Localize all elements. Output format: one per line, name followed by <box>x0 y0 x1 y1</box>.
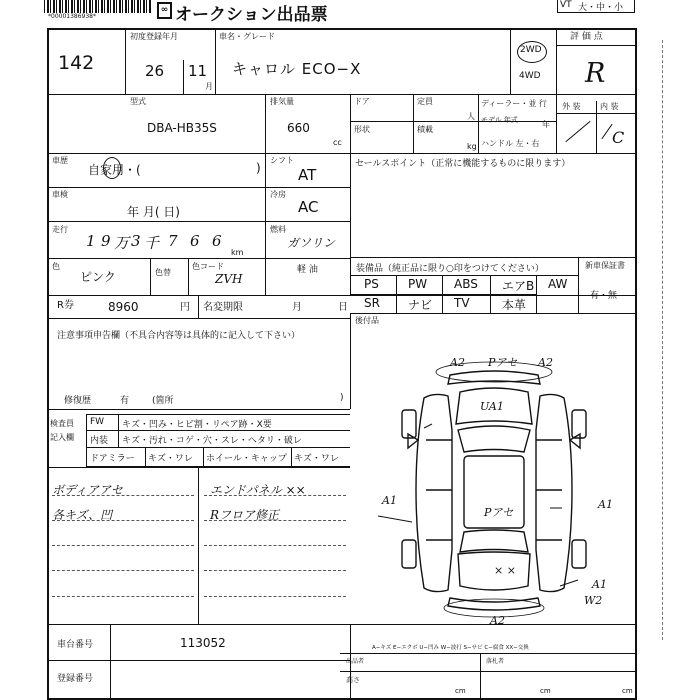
equipment-item: エアB <box>502 279 535 293</box>
grid-line <box>86 414 87 466</box>
year-unit: 年 <box>542 120 550 129</box>
usage-label: 車歴 <box>52 156 68 165</box>
registration-label: 初度登録年月 <box>130 32 178 41</box>
color-change-label: 色替 <box>155 268 171 277</box>
inspector-label: 検査員 <box>50 419 74 428</box>
repair-close: ) <box>340 393 344 403</box>
equipment-item: PS <box>364 277 379 291</box>
grid-line <box>183 60 184 94</box>
shift-label: シフト <box>270 156 294 165</box>
note-left-2: 各キズ、凹 <box>52 508 113 522</box>
load-label: 積載 <box>417 125 433 134</box>
interior-grade-value: C <box>612 128 625 147</box>
damage-mark-xx-rear: × × <box>494 564 516 577</box>
lot-number: 142 <box>58 52 95 74</box>
equipment-item: PW <box>408 277 428 291</box>
ac-label: 冷房 <box>270 190 286 199</box>
drive-2wd: 2WD <box>520 45 542 55</box>
grid-line <box>396 275 397 313</box>
size-options: 大・中・小 <box>578 3 624 13</box>
model-name: キャロル ECO−X <box>232 60 362 78</box>
grid-line <box>48 660 350 661</box>
note-rule-line <box>204 596 346 597</box>
displacement-value: 660 <box>287 121 310 135</box>
color-code-label: 色コード <box>192 262 224 271</box>
mileage-digit: 9 <box>101 232 111 250</box>
grid-line <box>351 275 578 276</box>
mileage-unit: km <box>231 248 244 257</box>
capacity-unit: 人 <box>467 112 475 121</box>
inspector-cell: 内装 <box>90 436 109 446</box>
recycle-unit: 円 <box>180 302 190 313</box>
equipment-item: SR <box>364 296 380 310</box>
grid-line <box>86 447 350 448</box>
equipment-item: 本革 <box>502 298 527 312</box>
damage-mark-a2-bottom: A2 <box>490 614 505 624</box>
cm-unit-3: cm <box>622 687 633 695</box>
inspector-cell: キズ・汚れ・コゲ・穴・スレ・ヘタリ・破レ <box>122 436 302 446</box>
exhibitor-label: 出品者 <box>346 658 365 665</box>
equipment-item: ナビ <box>408 298 433 312</box>
ac-value: AC <box>298 198 319 216</box>
chassis-label: 車台番号 <box>57 640 94 650</box>
recycle-label: R券 <box>57 300 74 311</box>
cm-unit-2: cm <box>540 687 551 695</box>
door-label: ドア <box>354 97 370 106</box>
load-unit: kg <box>467 142 477 151</box>
damage-mark-a2-top-right: A2 <box>538 356 553 369</box>
grid-line <box>442 275 443 313</box>
cm-unit-1: cm <box>455 687 466 695</box>
grid-line <box>150 259 151 295</box>
barcode <box>44 0 152 13</box>
mileage-label: 走行 <box>52 225 68 234</box>
drive-4wd: 4WD <box>519 71 541 81</box>
inspector-cell: ホイール・キャップ <box>206 454 287 464</box>
inspection-label: 車検 <box>52 190 68 199</box>
barcode-number: *00001386938* <box>48 13 96 20</box>
seller-label: 落札者 <box>486 658 505 665</box>
document-title: オークション出品票 <box>175 5 328 25</box>
mileage-digit: 万 <box>114 234 130 252</box>
grid-line <box>110 625 111 700</box>
grid-line <box>350 313 351 409</box>
equipment-item: AW <box>548 277 568 291</box>
grid-line <box>351 294 537 295</box>
mileage-digit: 1 <box>86 232 96 250</box>
grid-line <box>340 671 637 672</box>
grid-line <box>48 467 350 468</box>
repair-label: 修復歴 <box>64 396 92 406</box>
grid-line <box>351 121 556 122</box>
grid-line <box>490 275 491 313</box>
manual-value: 有・無 <box>590 291 618 301</box>
damage-mark-a1-rear-right: A1 <box>592 578 607 591</box>
note-right-1: エンドパネル ×× <box>210 483 306 497</box>
grid-line <box>578 257 579 313</box>
notes-label: 注意事項申告欄（不具合内容等は具体的に記入して下さい） <box>57 331 301 341</box>
inspector-cell: キズ・ワレ <box>148 454 193 464</box>
usage-circle <box>103 157 121 179</box>
post-install-label: 後付品 <box>355 316 379 325</box>
grid-line <box>118 414 119 447</box>
name-change-day: 日 <box>338 302 348 313</box>
note-right-2: Rフロア修正 <box>210 508 280 522</box>
grid-line <box>48 153 636 154</box>
color-code-value: ZVH <box>215 272 243 286</box>
grid-line <box>510 29 511 94</box>
equipment-label: 装備品（純正品に限り○印をつけてください） <box>356 264 544 274</box>
fuel-value: ガソリン <box>287 236 336 250</box>
grid-line <box>556 29 557 153</box>
grid-line <box>48 624 636 625</box>
height-label: 高さ <box>346 676 360 684</box>
model-label: 車名・グレード <box>219 32 275 41</box>
grid-line <box>198 296 199 318</box>
grid-line <box>413 95 414 153</box>
grid-line <box>48 187 350 188</box>
grid-line <box>351 257 636 258</box>
grid-line <box>48 221 350 222</box>
grid-line <box>203 447 204 466</box>
repair-value: 有 <box>120 396 130 406</box>
damage-mark-a1-right: A1 <box>598 498 613 511</box>
note-rule-line <box>52 596 194 597</box>
note-left-1: ボディアアセ <box>52 483 123 497</box>
name-change-month: 月 <box>292 302 302 313</box>
damage-mark-w2-rear-right: W2 <box>584 594 603 607</box>
inspector-label-2: 記入欄 <box>50 433 74 442</box>
chassis-value: 113052 <box>180 636 226 650</box>
grid-line <box>265 95 266 295</box>
grid-line <box>478 95 479 153</box>
grid-line <box>215 29 216 94</box>
equipment-item: TV <box>454 296 470 310</box>
registration-month: 11 <box>188 62 208 80</box>
grid-line <box>48 295 636 296</box>
note-rule-line <box>204 570 346 571</box>
registration-number-label: 登録番号 <box>57 674 94 684</box>
color-value: ピンク <box>80 270 116 284</box>
damage-mark-a2-top-left: A2 <box>450 356 465 369</box>
mileage-digit: 7 <box>168 232 178 250</box>
type-label: 型式 <box>130 97 146 106</box>
fuel-diesel: 軽 油 <box>297 265 318 275</box>
grid-line <box>145 447 146 466</box>
mileage-digit: 6 <box>190 232 200 250</box>
grid-line <box>291 447 292 466</box>
grid-line <box>125 29 126 94</box>
capacity-label: 定員 <box>417 97 433 106</box>
name-change-label: 名変期限 <box>203 302 243 313</box>
damage-mark-p-center: Pアセ <box>484 506 514 519</box>
registration-month-unit: 月 <box>205 82 213 91</box>
registration-year: 26 <box>145 62 165 80</box>
grid-line <box>351 313 636 314</box>
inspector-cell: キズ・凹み・ヒビ割・リペア跡・X要 <box>122 420 272 430</box>
mileage-digit: 3 <box>131 232 141 250</box>
grid-line <box>350 95 351 295</box>
mileage-digit: 6 <box>212 232 222 250</box>
grid-line <box>480 653 481 700</box>
repair-part: (箇所 <box>152 396 174 406</box>
note-rule-line <box>204 545 346 546</box>
displacement-unit: cc <box>333 138 342 147</box>
fuel-label: 燃料 <box>270 225 286 234</box>
grid-line <box>198 468 199 624</box>
grid-line <box>48 318 350 319</box>
inspector-cell: FW <box>90 417 105 427</box>
color-label: 色 <box>52 262 60 271</box>
note-rule-line <box>52 570 194 571</box>
handle-label: ハンドル 左・右 <box>481 139 540 148</box>
right-margin-dashes <box>662 40 663 640</box>
shift-value: AT <box>298 166 317 184</box>
grid-line <box>48 409 350 410</box>
recycle-value: 8960 <box>108 300 139 314</box>
note-rule-line <box>52 545 194 546</box>
type-value: DBA-HB35S <box>147 121 217 135</box>
mileage-digit: 千 <box>144 234 160 252</box>
grid-line <box>48 94 636 95</box>
manual-label: 新車保証書 <box>585 261 625 270</box>
diagram-legend: A−キズ E−エクボ U−凹み W−波打 S−サビ C−腐食 XX−交換 <box>372 645 529 651</box>
model-year-label: モデル 年式 <box>481 116 518 124</box>
damage-mark-p-top: Pアセ <box>488 356 518 369</box>
grid-line <box>536 275 537 313</box>
grid-line <box>48 258 350 259</box>
grid-line <box>86 430 350 431</box>
usage-close: ) <box>256 161 261 175</box>
damage-mark-a1-left: A1 <box>382 494 397 507</box>
shape-label: 形状 <box>354 125 370 134</box>
inspector-cell: キズ・ワレ <box>294 454 339 464</box>
sales-point-label: セールスポイント（正常に機能するものに限ります） <box>355 159 571 169</box>
interior-grade-label: 内 装 <box>600 102 619 111</box>
grid-line <box>557 45 636 46</box>
usage-text: 自家用・( <box>88 163 141 177</box>
displacement-label: 排気量 <box>270 97 294 106</box>
equipment-item: ABS <box>454 277 478 291</box>
score-label: 評 価 点 <box>570 32 603 42</box>
vt-label: VT <box>560 0 572 10</box>
car-damage-diagram <box>352 340 636 624</box>
damage-mark-ua1-windshield: UA1 <box>480 400 504 413</box>
inspection-text: 年 月( 日) <box>127 205 180 219</box>
exterior-grade-label: 外 装 <box>562 102 581 111</box>
grid-line <box>340 653 637 654</box>
dealer-label: ディーラー・並 行 <box>481 99 547 108</box>
grid-line <box>86 414 350 415</box>
auction-logo-icon: ∞ <box>157 2 172 19</box>
grid-line <box>596 101 597 153</box>
inspector-cell: ドアミラー <box>90 454 135 464</box>
grid-line <box>188 259 189 295</box>
score-value: R <box>585 58 606 89</box>
